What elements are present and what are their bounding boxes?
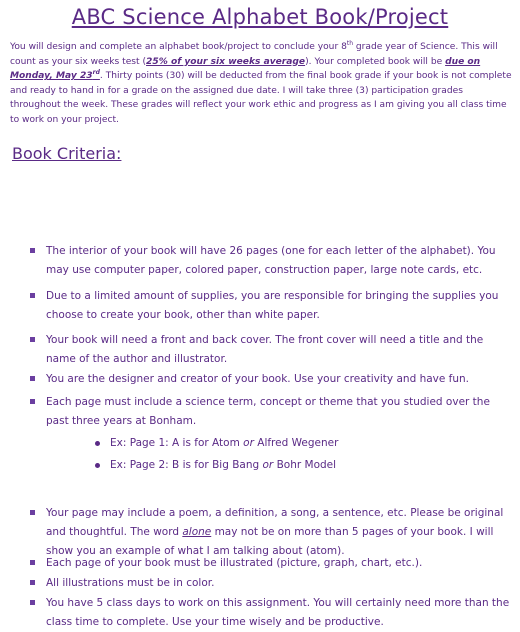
list-item (46, 554, 514, 573)
bullet-square-icon (30, 399, 35, 404)
example-text: Ex: Page 1: A is for Atom (110, 437, 244, 449)
list-item-text-b: may not be on more than 5 pages of your book. I will show you an example of what I am talking about (atom). (46, 526, 494, 557)
list-item-text: You have 5 class days to work on this assignment. You will certainly need more than the class time to complete. Use your time wisely and be productive. (46, 597, 510, 628)
bullet-square-icon (30, 600, 35, 605)
page-title: ABC Science Alphabet Book/Project (71, 5, 449, 29)
list-item (46, 504, 514, 561)
list-item (46, 242, 514, 280)
intro-text-2: grade year of Science. This will count as your six weeks test ( (10, 42, 498, 67)
intro-emphasis-1: 25% of your six weeks average (146, 56, 306, 67)
list-item (46, 331, 514, 369)
bullet-square-icon (30, 510, 35, 515)
list-item (46, 287, 514, 325)
bullet-dot-icon (95, 441, 100, 446)
example-item (110, 456, 336, 475)
due-date-text: due on Monday, May 23 (10, 56, 481, 82)
bullet-square-icon (30, 580, 35, 585)
intro-text-1: You will design and complete an alphabet book/project to conclude your 8 (10, 42, 347, 52)
list-item-text: Your book will need a front and back cover. The front cover will need a title and the name of the author and illustrator. (46, 334, 484, 365)
bullet-dot-icon (95, 463, 100, 468)
list-item (46, 370, 514, 389)
bullet-square-icon (30, 560, 35, 565)
example-text-b: Alfred Wegener (253, 437, 339, 449)
list-item-text: The interior of your book will have 26 pages (one for each letter of the alphabet). You may use computer paper, colored paper, construction paper, large note cards, etc. (46, 245, 496, 276)
list-item (46, 574, 514, 593)
bullet-square-icon (30, 293, 35, 298)
example-or: or (243, 437, 254, 449)
intro-paragraph (10, 40, 512, 128)
intro-sup-1: th (346, 39, 354, 47)
list-item-text: Each page must include a science term, concept or theme that you studied over the past three years at Bonham. (46, 396, 490, 427)
list-item-text: You are the designer and creator of your book. Use your creativity and have fun. (46, 373, 470, 385)
intro-text-3: ). Your completed book will be (305, 56, 446, 67)
list-item (46, 594, 514, 632)
list-item (46, 393, 514, 431)
bullet-square-icon (30, 248, 35, 253)
list-item-text: Your page may include a poem, a definition, a song, a sentence, etc. Please be original and thoughtful. The word (46, 507, 504, 538)
example-or: or (262, 459, 274, 471)
alone-emphasis: alone (182, 526, 212, 538)
due-date-sup: rd (92, 69, 100, 77)
bullet-square-icon (30, 337, 35, 342)
list-item-text: Due to a limited amount of supplies, you are responsible for bringing the supplies you choose to create your book, other than white paper. (46, 290, 499, 321)
intro-text-4: . Thirty points (30) will be deducted from the final book grade if your book is not complete and ready to hand in for a grade on the assigned due date. I will take three (3) participation grades throughout the week. These grades will reflect your work ethic and progress as I am giving you all class time to work on your project. (10, 71, 512, 125)
example-text-b: Bohr Model (273, 459, 337, 471)
example-text: Ex: Page 2: B is for Big Bang (110, 459, 263, 471)
criteria-heading: Book Criteria: (12, 143, 122, 163)
bullet-square-icon (30, 376, 35, 381)
list-item-text: All illustrations must be in color. (46, 577, 215, 589)
list-item-text: Each page of your book must be illustrated (picture, graph, chart, etc.). (46, 557, 423, 569)
example-item (110, 434, 338, 453)
